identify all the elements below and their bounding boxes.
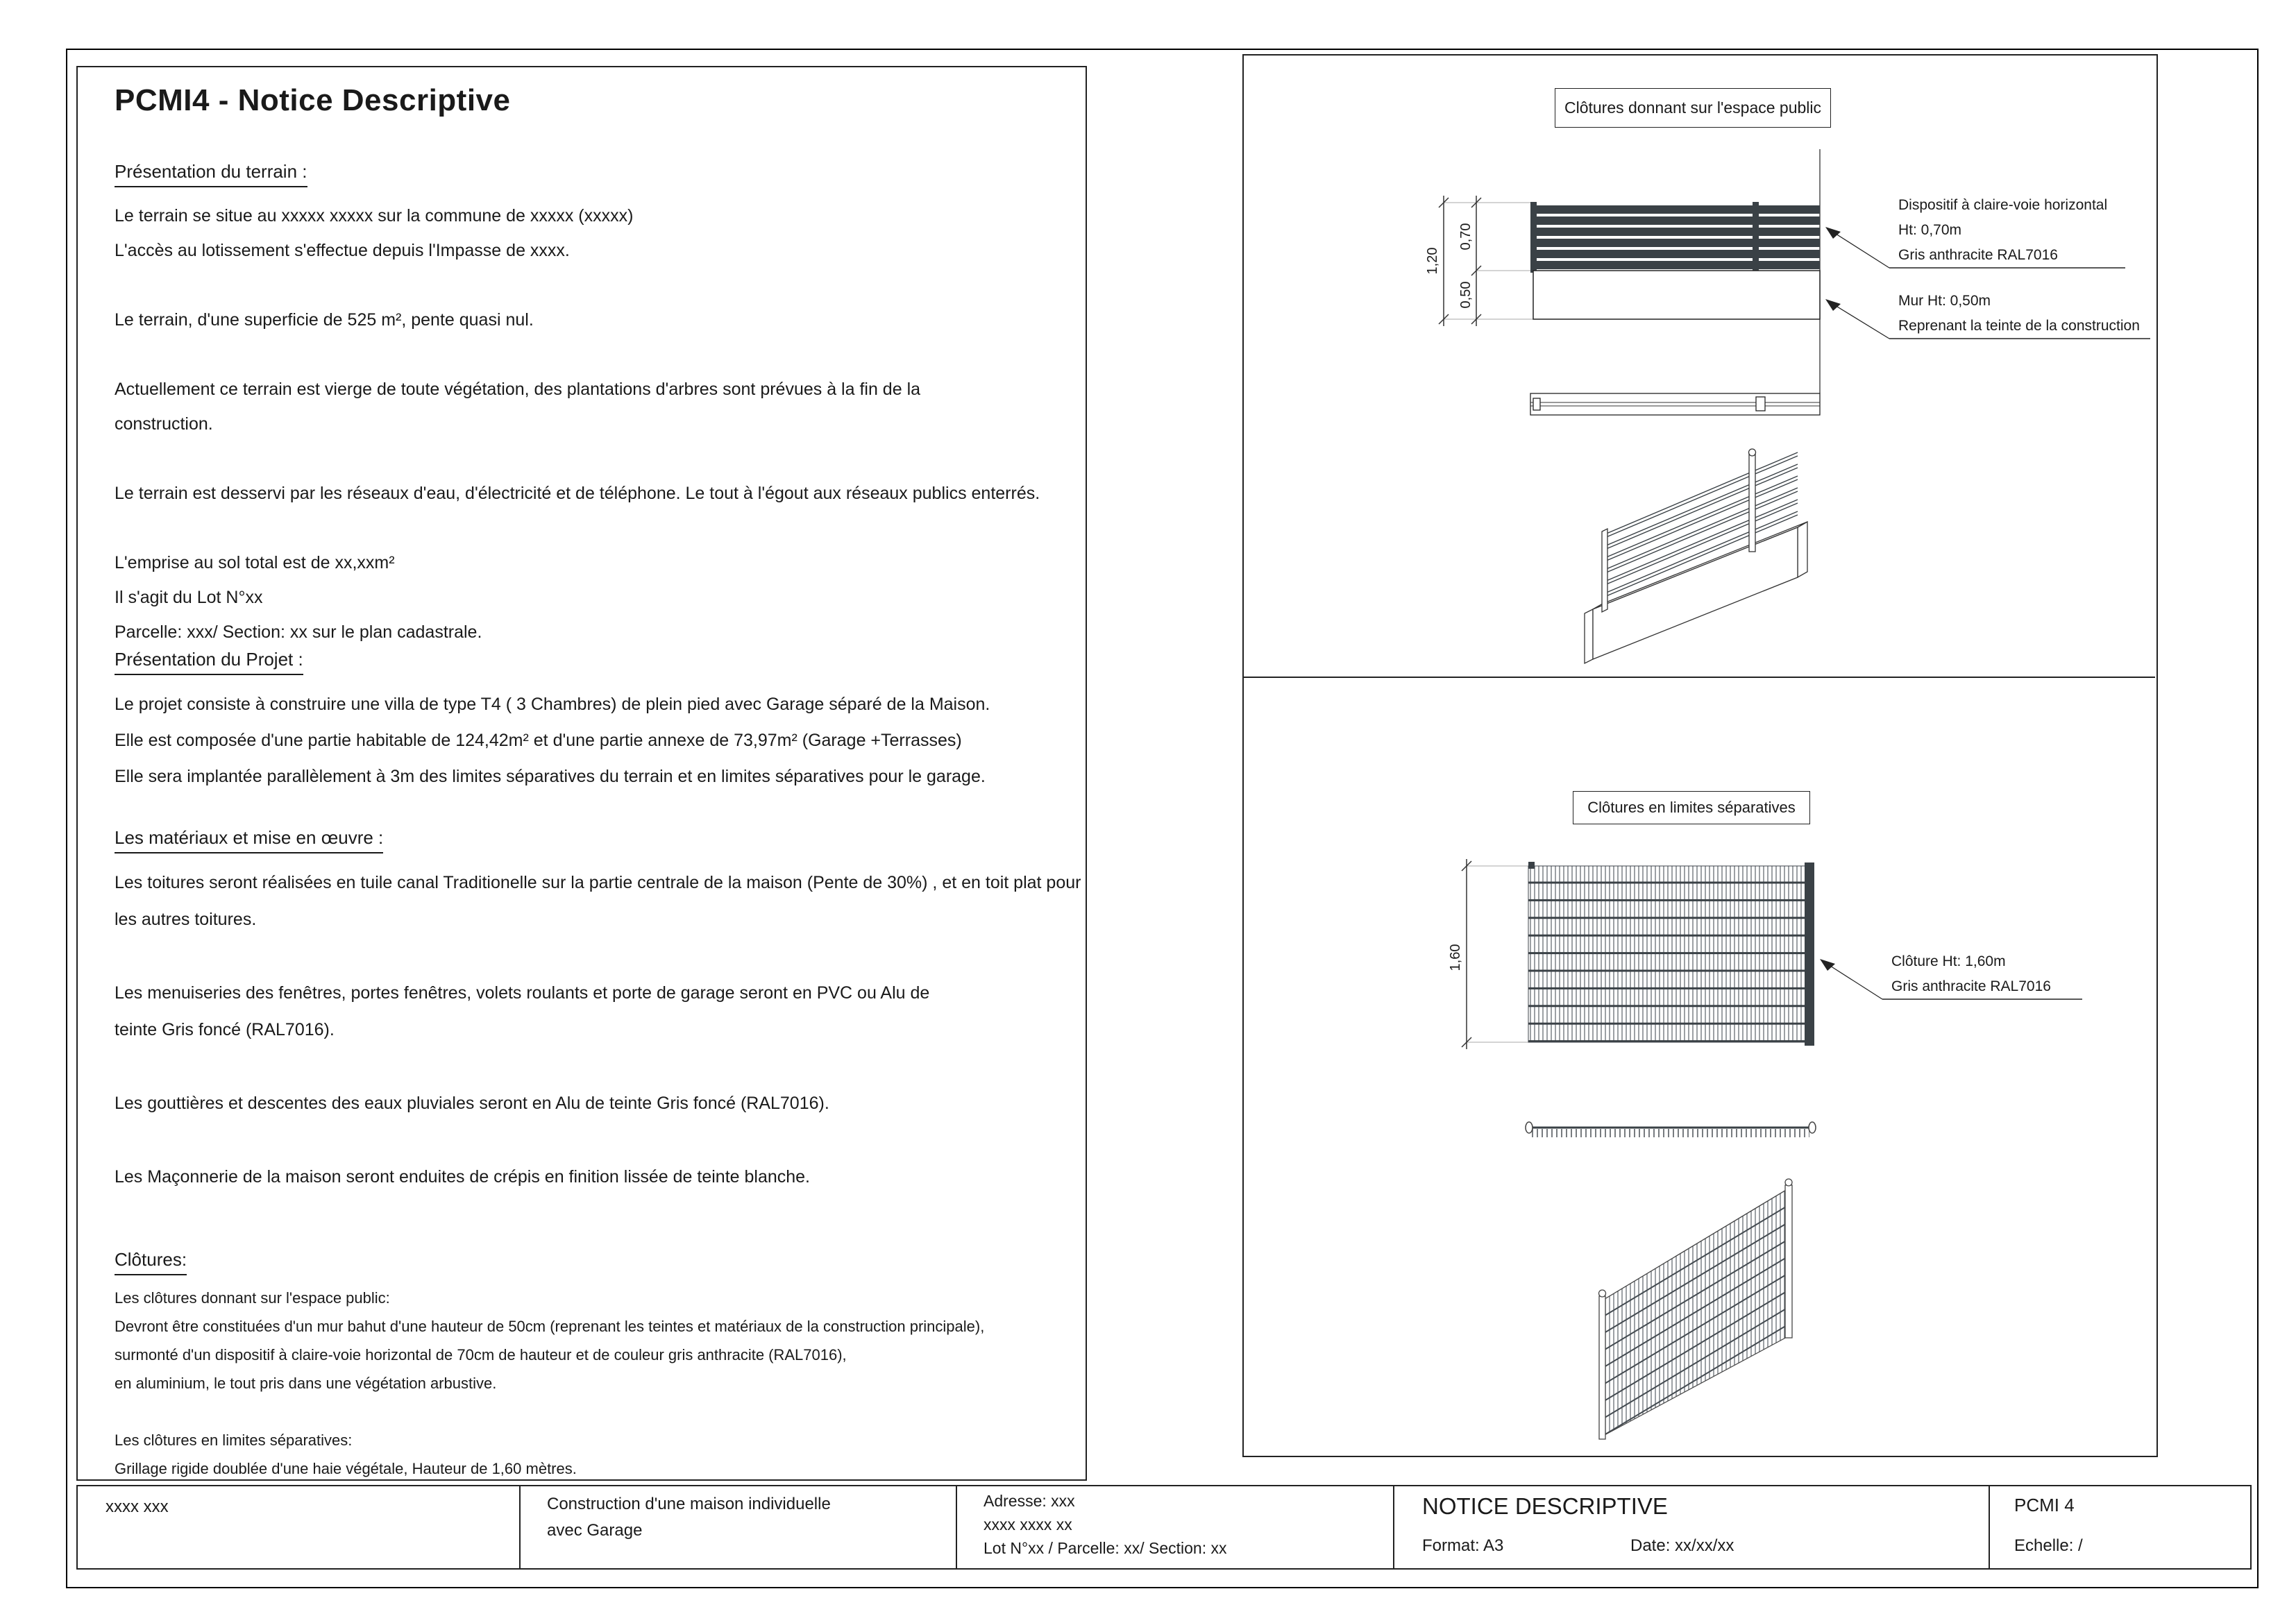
svg-text:Reprenant la teinte de la cons: Reprenant la teinte de la construction — [1898, 318, 2140, 334]
text-line: construction. — [115, 414, 213, 434]
text-line: les autres toitures. — [115, 910, 257, 929]
section-heading: Les matériaux et mise en œuvre : — [115, 827, 383, 853]
text-line: Les clôtures en limites séparatives: — [115, 1431, 353, 1449]
separative-fence-plan — [1526, 1122, 1816, 1137]
svg-text:Dispositif à claire-voie horiz: Dispositif à claire-voie horizontal — [1898, 197, 2108, 213]
section-heading: Clôtures: — [115, 1249, 187, 1275]
title-block-address-cell — [956, 1486, 1393, 1568]
post-3d — [1602, 529, 1607, 612]
text-line: Les toitures seront réalisées en tuile canal Traditionelle sur la partie centrale de la maison (Pente de 30%) , et en toit plat pour — [115, 873, 1081, 892]
dim-total: 1,60 — [1448, 944, 1463, 971]
post-plan — [1533, 398, 1540, 410]
annotation-claire-voie — [1825, 197, 2125, 268]
post-plan — [1756, 397, 1765, 411]
text-line: Le terrain est desservi par les réseaux d'eau, d'électricité et de téléphone. Le tout à l'égout aux réseaux publics enterrés. — [115, 484, 1040, 503]
address-line: Lot N°xx / Parcelle: xx/ Section: xx — [984, 1539, 1227, 1557]
date: Date: xx/xx/xx — [1630, 1536, 1734, 1555]
text-line: Il s'agit du Lot N°xx — [115, 588, 263, 607]
section-heading: Présentation du terrain : — [115, 161, 307, 187]
label-text: Clôtures donnant sur l'espace public — [1564, 99, 1822, 117]
project-line: Construction d'une maison individuelle — [547, 1495, 831, 1513]
title-block-doc-cell — [1393, 1486, 1989, 1568]
dim-total: 1,20 — [1425, 247, 1440, 275]
post-plan — [1809, 1122, 1816, 1133]
sheet-number: PCMI 4 — [2014, 1495, 2075, 1515]
dim-lower: 0,50 — [1458, 281, 1474, 309]
text-line: Le projet consiste à construire une villa de type T4 ( 3 Chambres) de plein pied avec Garage séparé de la Maison. — [115, 695, 990, 714]
leader-arrow — [1825, 227, 1841, 239]
address-line: xxxx xxxx xx — [984, 1515, 1072, 1533]
text-line: en aluminium, le tout pris dans une végétation arbustive. — [115, 1375, 497, 1392]
text-line: Actuellement ce terrain est vierge de toute végétation, des plantations d'arbres sont prévues à la fin de la — [115, 380, 921, 399]
dim-upper: 0,70 — [1458, 223, 1474, 250]
page-title: PCMI4 - Notice Descriptive — [115, 83, 511, 117]
address-line: Adresse: xxx — [984, 1492, 1075, 1510]
annotation-mur — [1825, 293, 2150, 339]
text-line: Parcelle: xxx/ Section: xx sur le plan cadastrale. — [115, 622, 482, 642]
leader-arrow — [1820, 959, 1835, 971]
svg-text:Ht: 0,70m: Ht: 0,70m — [1898, 222, 1962, 238]
separative-fence-elevation — [1448, 859, 2082, 1049]
text-line: Les gouttières et descentes des eaux pluviales seront en Alu de teinte Gris foncé (RAL7016). — [115, 1094, 829, 1113]
fence-post — [1753, 202, 1759, 273]
label-text: Clôtures en limites séparatives — [1587, 799, 1796, 816]
text-line: teinte Gris foncé (RAL7016). — [115, 1020, 335, 1039]
post-3d — [1749, 454, 1755, 552]
text-line: L'emprise au sol total est de xx,xxm² — [115, 553, 395, 572]
format: Format: A3 — [1422, 1536, 1504, 1555]
post-3d — [1785, 1185, 1792, 1338]
title-block-sheet-cell — [1989, 1486, 2250, 1568]
title-block-author-cell — [78, 1486, 519, 1568]
text-line: Le terrain, d'une superficie de 525 m², pente quasi nul. — [115, 310, 534, 330]
mur-bahut — [1533, 271, 1820, 319]
text-line: surmonté d'un dispositif à claire-voie horizontal de 70cm de hauteur et de couleur gris anthracite (RAL7016), — [115, 1346, 847, 1363]
post-plan — [1526, 1122, 1533, 1133]
text-line: Les menuiseries des fenêtres, portes fenêtres, volets roulants et porte de garage seront en PVC ou Alu de — [115, 983, 930, 1003]
svg-text:Clôture Ht: 1,60m: Clôture Ht: 1,60m — [1891, 953, 2006, 969]
scale: Echelle: / — [2014, 1536, 2083, 1555]
text-line: Grillage rigide doublée d'une haie végétale, Hauteur de 1,60 mètres. — [115, 1460, 577, 1477]
author: xxxx xxx — [105, 1497, 169, 1516]
project-line: avec Garage — [547, 1521, 643, 1540]
svg-text:Gris anthracite RAL7016: Gris anthracite RAL7016 — [1898, 247, 2058, 263]
section-heading: Présentation du Projet : — [115, 649, 303, 675]
text-line: Le terrain se situe au xxxxx xxxxx sur la commune de xxxxx (xxxxx) — [115, 206, 634, 226]
separative-fence-3d — [1599, 1179, 1793, 1439]
document-title: NOTICE DESCRIPTIVE — [1422, 1493, 1668, 1519]
text-line: Les Maçonnerie de la maison seront enduites de crépis en finition lissée de teinte blanche. — [115, 1167, 811, 1187]
text-line: Devront être constituées d'un mur bahut d'une hauteur de 50cm (reprenant les teintes et matériaux de la construction principale), — [115, 1318, 985, 1335]
title-block — [76, 1485, 2252, 1570]
text-line: Elle sera implantée parallèlement à 3m des limites séparatives du terrain et en limites séparatives pour le garage. — [115, 767, 986, 786]
svg-text:Gris anthracite RAL7016: Gris anthracite RAL7016 — [1891, 978, 2051, 994]
title-block-project-cell — [519, 1486, 956, 1568]
fence-post — [1530, 202, 1537, 273]
public-fence-plan — [1530, 393, 1820, 415]
leader-arrow — [1825, 299, 1841, 311]
fence-post — [1805, 863, 1814, 1046]
public-fence-3d — [1585, 449, 1807, 663]
text-line: Elle est composée d'une partie habitable de 124,42m² et d'une partie annexe de 73,97m² (Garage +Terrasses) — [115, 731, 962, 750]
annotation-cloture — [1820, 953, 2082, 999]
public-fence-elevation — [1425, 149, 2150, 393]
text-line: L'accès au lotissement s'effectue depuis l'Impasse de xxxx. — [115, 241, 570, 260]
claire-voie-slats — [1530, 202, 1820, 273]
post-3d — [1599, 1296, 1605, 1439]
text-line: Les clôtures donnant sur l'espace public: — [115, 1289, 390, 1307]
svg-text:Mur Ht: 0,50m: Mur Ht: 0,50m — [1898, 293, 1991, 309]
